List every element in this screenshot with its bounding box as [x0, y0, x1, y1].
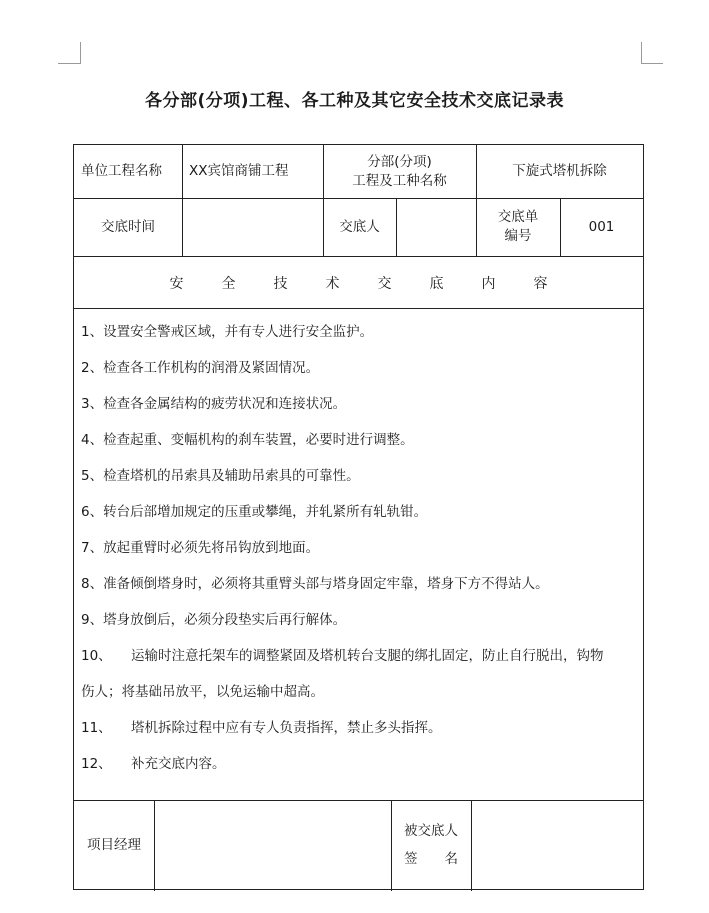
form-number-label-line2: 编号 — [504, 228, 532, 244]
list-item: 1、设置安全警戒区域，并有专人进行安全监护。 — [81, 324, 374, 340]
list-item: 9、塔身放倒后，必须分段垫实后再行解体。 — [81, 612, 347, 628]
unit-project-label: 单位工程名称 — [81, 163, 162, 179]
list-item: 7、放起重臂时必须先将吊钩放到地面。 — [81, 540, 320, 556]
recipient-label-line1: 被交底人 — [404, 823, 458, 839]
list-item: 5、检查塔机的吊索具及辅助吊索具的可靠性。 — [81, 468, 360, 484]
page-corner-mark-top-right — [641, 63, 663, 64]
form-number-label-line1: 交底单 — [497, 209, 539, 225]
sub-project-label — [323, 145, 476, 198]
recipient-label-line2: 签 名 — [404, 851, 458, 867]
page-corner-mark-top-left — [80, 42, 81, 64]
list-item: 3、检查各金属结构的疲劳状况和连接状况。 — [81, 396, 347, 412]
sub-project-label-line2: 工程及工种名称 — [352, 172, 447, 189]
section-title: 安全技术交底内容 — [169, 276, 586, 292]
list-item: 4、检查起重、变幅机构的刹车装置，必要时进行调整。 — [81, 432, 414, 448]
list-item: 12、 补充交底内容。 — [81, 756, 226, 772]
page-corner-mark-top-right — [641, 42, 642, 64]
recipient-signature-label — [391, 800, 471, 890]
form-number-label — [476, 198, 560, 256]
list-item: 2、检查各工作机构的润滑及紧固情况。 — [81, 360, 320, 376]
project-manager-label: 项目经理 — [87, 836, 141, 853]
briefing-time-label: 交底时间 — [101, 218, 155, 235]
list-item: 11、 塔机拆除过程中应有专人负责指挥，禁止多头指挥。 — [81, 720, 442, 736]
list-item: 10、 运输时注意托架车的调整紧固及塔机转台支腿的绑扎固定，防止自行脱出，钩物 伤人；将基础吊放平，以免运输中超高。 — [81, 648, 604, 700]
project-manager-signature[interactable] — [154, 800, 391, 890]
document-title: 各分部(分项)工程、各工种及其它安全技术交底记录表 — [144, 91, 565, 111]
recipient-signature[interactable] — [471, 800, 643, 890]
list-item: 6、转台后部增加规定的压重或攀绳，并轧紧所有轧轨钳。 — [81, 504, 428, 520]
briefing-content — [81, 318, 641, 786]
sub-project-value: 下旋式塔机拆除 — [512, 163, 607, 179]
safety-briefing-table — [73, 144, 644, 890]
unit-project-value: XX宾馆商铺工程 — [189, 163, 289, 179]
list-item: 8、准备倾倒塔身时，必须将其重臂头部与塔身固定牢靠，塔身下方不得站人。 — [81, 576, 549, 592]
presenter-value — [396, 198, 476, 256]
briefing-time-value — [182, 198, 323, 256]
sub-project-label-line1: 分部(分项) — [367, 153, 432, 170]
page-corner-mark-top-left — [58, 63, 80, 64]
presenter-label: 交底人 — [339, 218, 380, 235]
form-number-value: 001 — [588, 218, 615, 235]
